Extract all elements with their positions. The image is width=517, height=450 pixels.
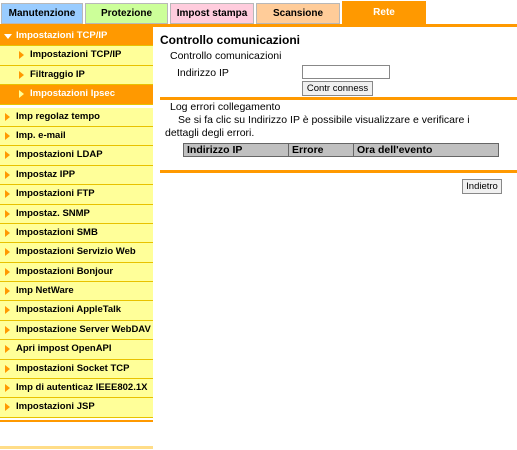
sidebar-item-web-service[interactable]	[0, 243, 153, 262]
arrow-right-icon	[5, 132, 10, 140]
sidebar-item-label: Impostazioni Servizio Web	[16, 246, 136, 258]
arrow-right-icon	[5, 384, 10, 392]
arrow-right-icon	[5, 113, 10, 121]
sidebar-item-label: Impostazioni Socket TCP	[16, 362, 130, 374]
sidebar-footer-bar	[0, 446, 153, 449]
tab-rete[interactable]: Rete	[342, 1, 426, 26]
sidebar-item-label: Impostaz IPP	[16, 168, 76, 180]
sidebar-item-label: Imp. e-mail	[16, 129, 66, 141]
sidebar-item-ftp[interactable]	[0, 185, 153, 204]
arrow-right-icon	[19, 71, 24, 79]
sidebar-item-label: Impostazioni TCP/IP	[30, 49, 122, 61]
arrow-right-icon	[5, 229, 10, 237]
sidebar-divider	[0, 420, 153, 422]
sidebar-item-label: Impostazioni SMB	[16, 226, 98, 238]
sidebar-item-ieee8021x[interactable]	[0, 379, 153, 398]
sidebar-item-socket-tcp[interactable]	[0, 360, 153, 379]
sidebar-item-ldap[interactable]	[0, 146, 153, 165]
sidebar-item-label: Impostazioni Bonjour	[16, 265, 114, 277]
column-header-ip: Indirizzo IP	[184, 144, 289, 156]
sidebar-item-label: Impostazioni Ipsec	[30, 88, 115, 100]
section-divider	[160, 97, 517, 100]
arrow-right-icon	[5, 365, 10, 373]
column-header-error: Errore	[289, 144, 354, 156]
section-label: Controllo comunicazioni	[170, 50, 282, 62]
tab-impost-stampa[interactable]: Impost stampa	[170, 3, 254, 24]
sidebar-item-ipp[interactable]	[0, 166, 153, 185]
caret-down-icon	[4, 34, 12, 39]
sidebar-item-label: Filtraggio IP	[30, 68, 85, 80]
sidebar-item-label: Impostazioni TCP/IP	[16, 30, 108, 41]
tab-scansione[interactable]: Scansione	[256, 3, 340, 24]
tab-bar	[0, 0, 517, 26]
back-button[interactable]: Indietro	[462, 179, 502, 194]
sidebar-subitem-ipsec[interactable]	[0, 85, 153, 104]
sidebar-item-label: Impostazione Server WebDAV	[16, 323, 151, 335]
arrow-right-icon	[5, 287, 10, 295]
check-connection-button[interactable]: Contr conness	[302, 81, 373, 96]
arrow-right-icon	[5, 171, 10, 179]
sidebar-item-label: Imp regolaz tempo	[16, 110, 100, 122]
arrow-right-icon	[5, 345, 10, 353]
ip-address-label: Indirizzo IP	[177, 67, 229, 79]
arrow-right-icon	[19, 90, 24, 98]
sidebar-item-label: Impostazioni AppleTalk	[16, 304, 122, 316]
arrow-right-icon	[5, 326, 10, 334]
arrow-right-icon	[5, 306, 10, 314]
sidebar-item-label: Apri impost OpenAPI	[16, 343, 112, 355]
sidebar-item-openapi[interactable]	[0, 340, 153, 359]
sidebar-item-smb[interactable]	[0, 224, 153, 243]
sidebar-subitem-ip-filter[interactable]	[0, 66, 153, 85]
tab-protezione[interactable]: Protezione	[85, 3, 168, 24]
arrow-right-icon	[5, 210, 10, 218]
footer-divider	[160, 170, 517, 173]
sidebar-item-label: Impostaz. SNMP	[16, 207, 90, 219]
sidebar-item-label: Imp di autenticaz IEEE802.1X	[16, 382, 148, 394]
sidebar-item-appletalk[interactable]	[0, 301, 153, 320]
log-title: Log errori collegamento	[170, 101, 281, 113]
arrow-right-icon	[19, 51, 24, 59]
sidebar-item-label: Impostazioni LDAP	[16, 149, 103, 161]
column-header-time: Ora dell'evento	[357, 144, 433, 156]
sidebar-item-jsp[interactable]	[0, 398, 153, 417]
sidebar-item-label: Impostazioni FTP	[16, 188, 95, 200]
arrow-right-icon	[5, 190, 10, 198]
page-title: Controllo comunicazioni	[160, 33, 300, 47]
log-description: Se si fa clic su Indirizzo IP è possibile visualizzare e verificare i dettagli degli errori.	[165, 114, 470, 139]
sidebar-group-tcpip[interactable]	[0, 27, 153, 46]
sidebar-item-label: Imp NetWare	[16, 285, 74, 297]
ip-address-input[interactable]	[302, 65, 390, 79]
sidebar-item-webdav[interactable]	[0, 321, 153, 340]
arrow-right-icon	[5, 403, 10, 411]
sidebar-item-snmp[interactable]	[0, 205, 153, 224]
sidebar-item-time[interactable]	[0, 108, 153, 127]
arrow-right-icon	[5, 151, 10, 159]
sidebar-item-bonjour[interactable]	[0, 263, 153, 282]
sidebar-item-netware[interactable]	[0, 282, 153, 301]
log-table-header	[183, 143, 499, 157]
sidebar-item-label: Impostazioni JSP	[16, 401, 95, 413]
sidebar	[0, 27, 153, 418]
sidebar-subitem-tcpip-settings[interactable]	[0, 46, 153, 65]
sidebar-item-email[interactable]	[0, 127, 153, 146]
tab-manutenzione[interactable]: Manutenzione	[1, 3, 83, 24]
arrow-right-icon	[5, 248, 10, 256]
arrow-right-icon	[5, 268, 10, 276]
